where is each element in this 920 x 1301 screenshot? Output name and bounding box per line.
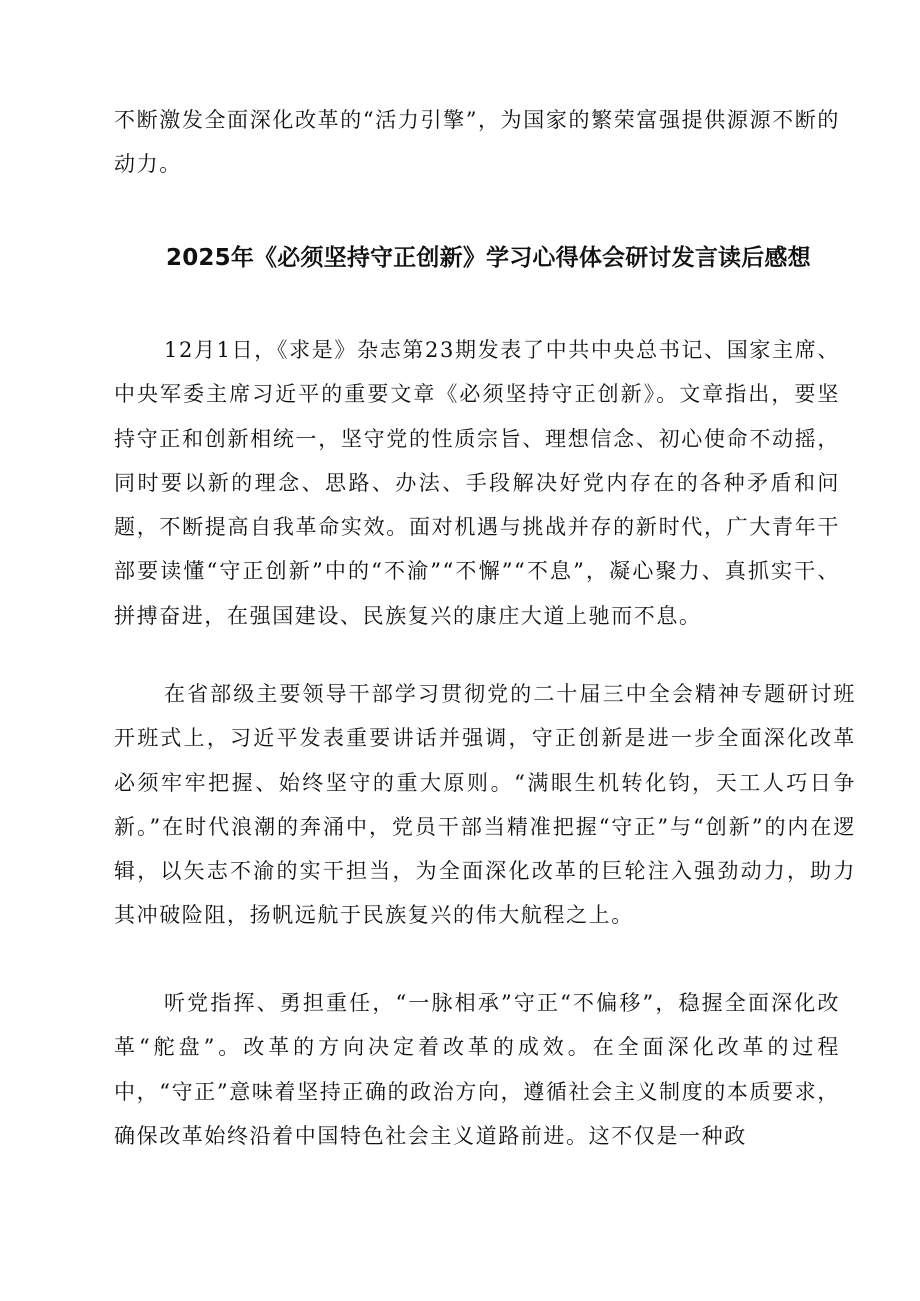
- body-paragraph-1: 12月1日，《求是》杂志第23期发表了中共中央总书记、国家主席、中央军委主席习近平的重要文章《必须坚持守正创新》。文章指出，要坚持守正和创新相统一，坚守党的性质宗旨、理想信念、初心使命不动摇，同时要以新的理念、思路、办法、手段解决好党内存在的各种矛盾和问题，不断提高自我革命实效。面对机遇与挑战并存的新时代，广大青年干部要读懂“守正创新”中的“不渝”“不懈”“不息”，凝心聚力、真抓实干、拼搏奋进，在强国建设、民族复兴的康庄大道上驰而不息。: [114, 338, 840, 628]
- body-paragraph-3: 听党指挥、勇担重任，“一脉相承”守正“不偏移”，稳握全面深化改革“舵盘”。改革的方向决定着改革的成效。在全面深化改革的过程中，“守正”意味着坚持正确的政治方向，遵循社会主义制度的本质要求，确保改革始终沿着中国特色社会主义道路前进。这不仅是一种政: [114, 991, 840, 1148]
- continuation-paragraph: 不断激发全面深化改革的“活力引擎”，为国家的繁荣富强提供源源不断的动力。: [114, 108, 840, 177]
- body-paragraph-2: 在省部级主要领导干部学习贯彻党的二十届三中全会精神专题研讨班开班式上，习近平发表重要讲话并强调，守正创新是进一步全面深化改革必须牢牢把握、始终坚守的重大原则。“满眼生机转化钧，天工人巧日争新。”在时代浪潮的奔涌中，党员干部当精准把握“守正”与“创新”的内在逻辑，以矢志不渝的实干担当，为全面深化改革的巨轮注入强劲动力，助力其冲破险阻，扬帆远航于民族复兴的伟大航程之上。: [114, 682, 856, 928]
- article-title: 2025年《必须坚持守正创新》学习心得体会研讨发言读后感想: [166, 245, 811, 271]
